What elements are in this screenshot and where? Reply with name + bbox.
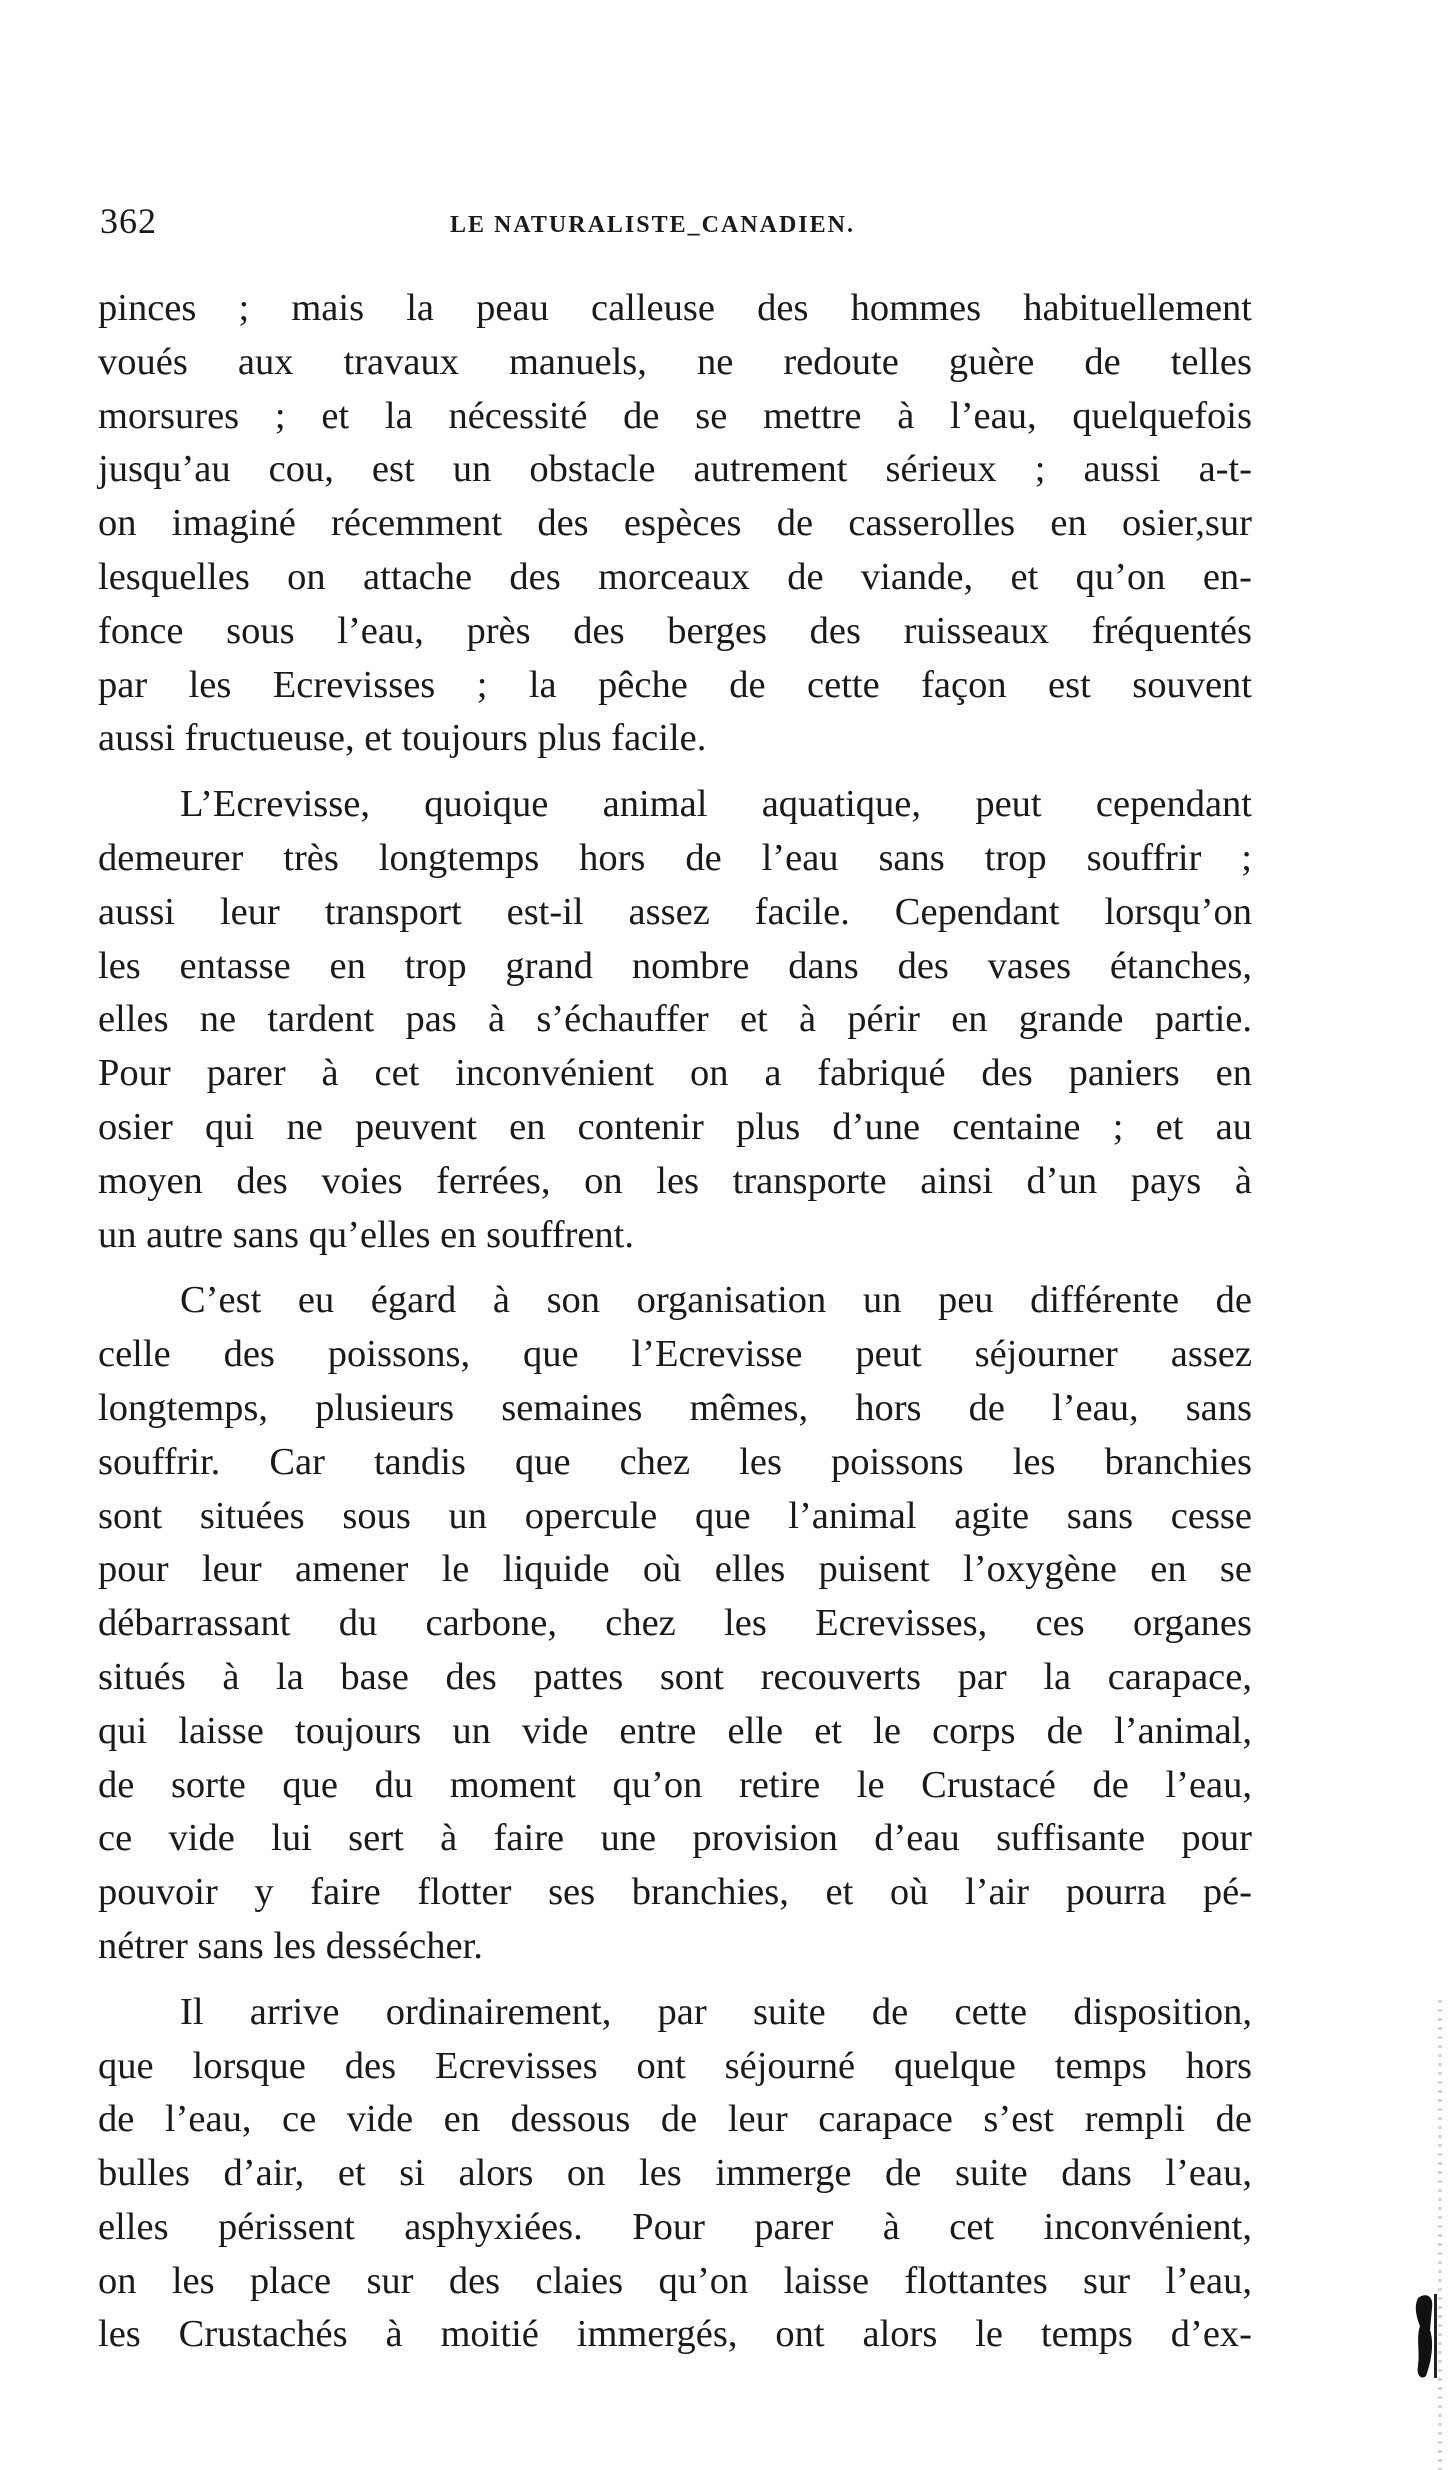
text-line: celle des poissons, que l’Ecrevisse peut séjourner assez — [98, 1333, 1252, 1376]
text-line: situés à la base des pattes sont recouverts par la carapace, — [98, 1655, 1252, 1698]
text-line: pouvoir y faire flotter ses branchies, et où l’air pourra pé- — [98, 1871, 1252, 1914]
text-line: moyen des voies ferrées, on les transporte ainsi d’un pays à — [98, 1159, 1252, 1202]
text-line: bulles d’air, et si alors on les immerge de suite dans l’eau, — [98, 2152, 1252, 2195]
text-line: morsures ; et la nécessité de se mettre à l’eau, quelquefois — [98, 394, 1252, 437]
paragraph-1 — [98, 282, 1252, 766]
page-edge-shadow — [1438, 2000, 1442, 2470]
text-line: jusqu’au cou, est un obstacle autrement sérieux ; aussi a-t- — [98, 448, 1252, 491]
text-line: par les Ecrevisses ; la pêche de cette façon est souvent — [98, 663, 1252, 706]
text-line: aussi leur transport est-il assez facile. Cependant lorsqu’on — [98, 890, 1252, 933]
body-text — [98, 282, 1252, 2374]
paragraph-2 — [98, 778, 1252, 1262]
text-line: de l’eau, ce vide en dessous de leur carapace s’est rempli de — [98, 2098, 1252, 2141]
text-line: lesquelles on attache des morceaux de viande, et qu’on en- — [98, 555, 1252, 598]
text-line: elles ne tardent pas à s’échauffer et à périr en grande partie. — [98, 998, 1252, 1041]
text-line: osier qui ne peuvent en contenir plus d’une centaine ; et au — [98, 1105, 1252, 1148]
text-line: ce vide lui sert à faire une provision d’eau suffisante pour — [98, 1817, 1252, 1860]
paragraph-3 — [98, 1274, 1252, 1973]
text-line: les entasse en trop grand nombre dans des vases étanches, — [98, 944, 1252, 987]
text-line: longtemps, plusieurs semaines mêmes, hors de l’eau, sans — [98, 1386, 1252, 1429]
text-line: L’Ecrevisse, quoique animal aquatique, peut cependant — [180, 783, 1252, 826]
ink-blot-mark — [1412, 2290, 1438, 2382]
paragraph-4 — [98, 1986, 1252, 2363]
text-line: C’est eu égard à son organisation un peu différente de — [180, 1279, 1252, 1322]
text-line: elles périssent asphyxiées. Pour parer à cet inconvénient, — [98, 2205, 1252, 2248]
text-line: que lorsque des Ecrevisses ont séjourné quelque temps hors — [98, 2044, 1252, 2087]
text-line: on les place sur des claies qu’on laisse flottantes sur l’eau, — [98, 2259, 1252, 2302]
text-line: sont situées sous un opercule que l’animal agite sans cesse — [98, 1494, 1252, 1537]
text-line: débarrassant du carbone, chez les Ecrevisses, ces organes — [98, 1602, 1252, 1645]
text-line: aussi fructueuse, et toujours plus facile. — [98, 717, 707, 760]
text-line: voués aux travaux manuels, ne redoute guère de telles — [98, 340, 1252, 383]
text-line: de sorte que du moment qu’on retire le Crustacé de l’eau, — [98, 1763, 1252, 1806]
text-line: pinces ; mais la peau calleuse des hommes habituellement — [98, 287, 1252, 329]
text-line: un autre sans qu’elles en souffrent. — [98, 1213, 634, 1256]
text-line: Pour parer à cet inconvénient on a fabriqué des paniers en — [98, 1052, 1252, 1095]
text-line: Il arrive ordinairement, par suite de cette disposition, — [180, 1990, 1252, 2033]
text-line: fonce sous l’eau, près des berges des ruisseaux fréquentés — [98, 609, 1252, 652]
page-number: 362 — [100, 201, 157, 241]
journal-title: LE NATURALISTE_CANADIEN. — [450, 212, 855, 238]
text-line: nétrer sans les dessécher. — [98, 1924, 483, 1967]
text-line: on imaginé récemment des espèces de casserolles en osier,sur — [98, 502, 1252, 545]
text-line: pour leur amener le liquide où elles puisent l’oxygène en se — [98, 1548, 1252, 1591]
text-line: qui laisse toujours un vide entre elle et le corps de l’animal, — [98, 1709, 1252, 1752]
running-head — [100, 200, 1260, 250]
text-line: les Crustachés à moitié immergés, ont alors le temps d’ex- — [98, 2313, 1252, 2356]
text-line: souffrir. Car tandis que chez les poissons les branchies — [98, 1440, 1252, 1483]
text-line: demeurer très longtemps hors de l’eau sans trop souffrir ; — [98, 836, 1252, 879]
